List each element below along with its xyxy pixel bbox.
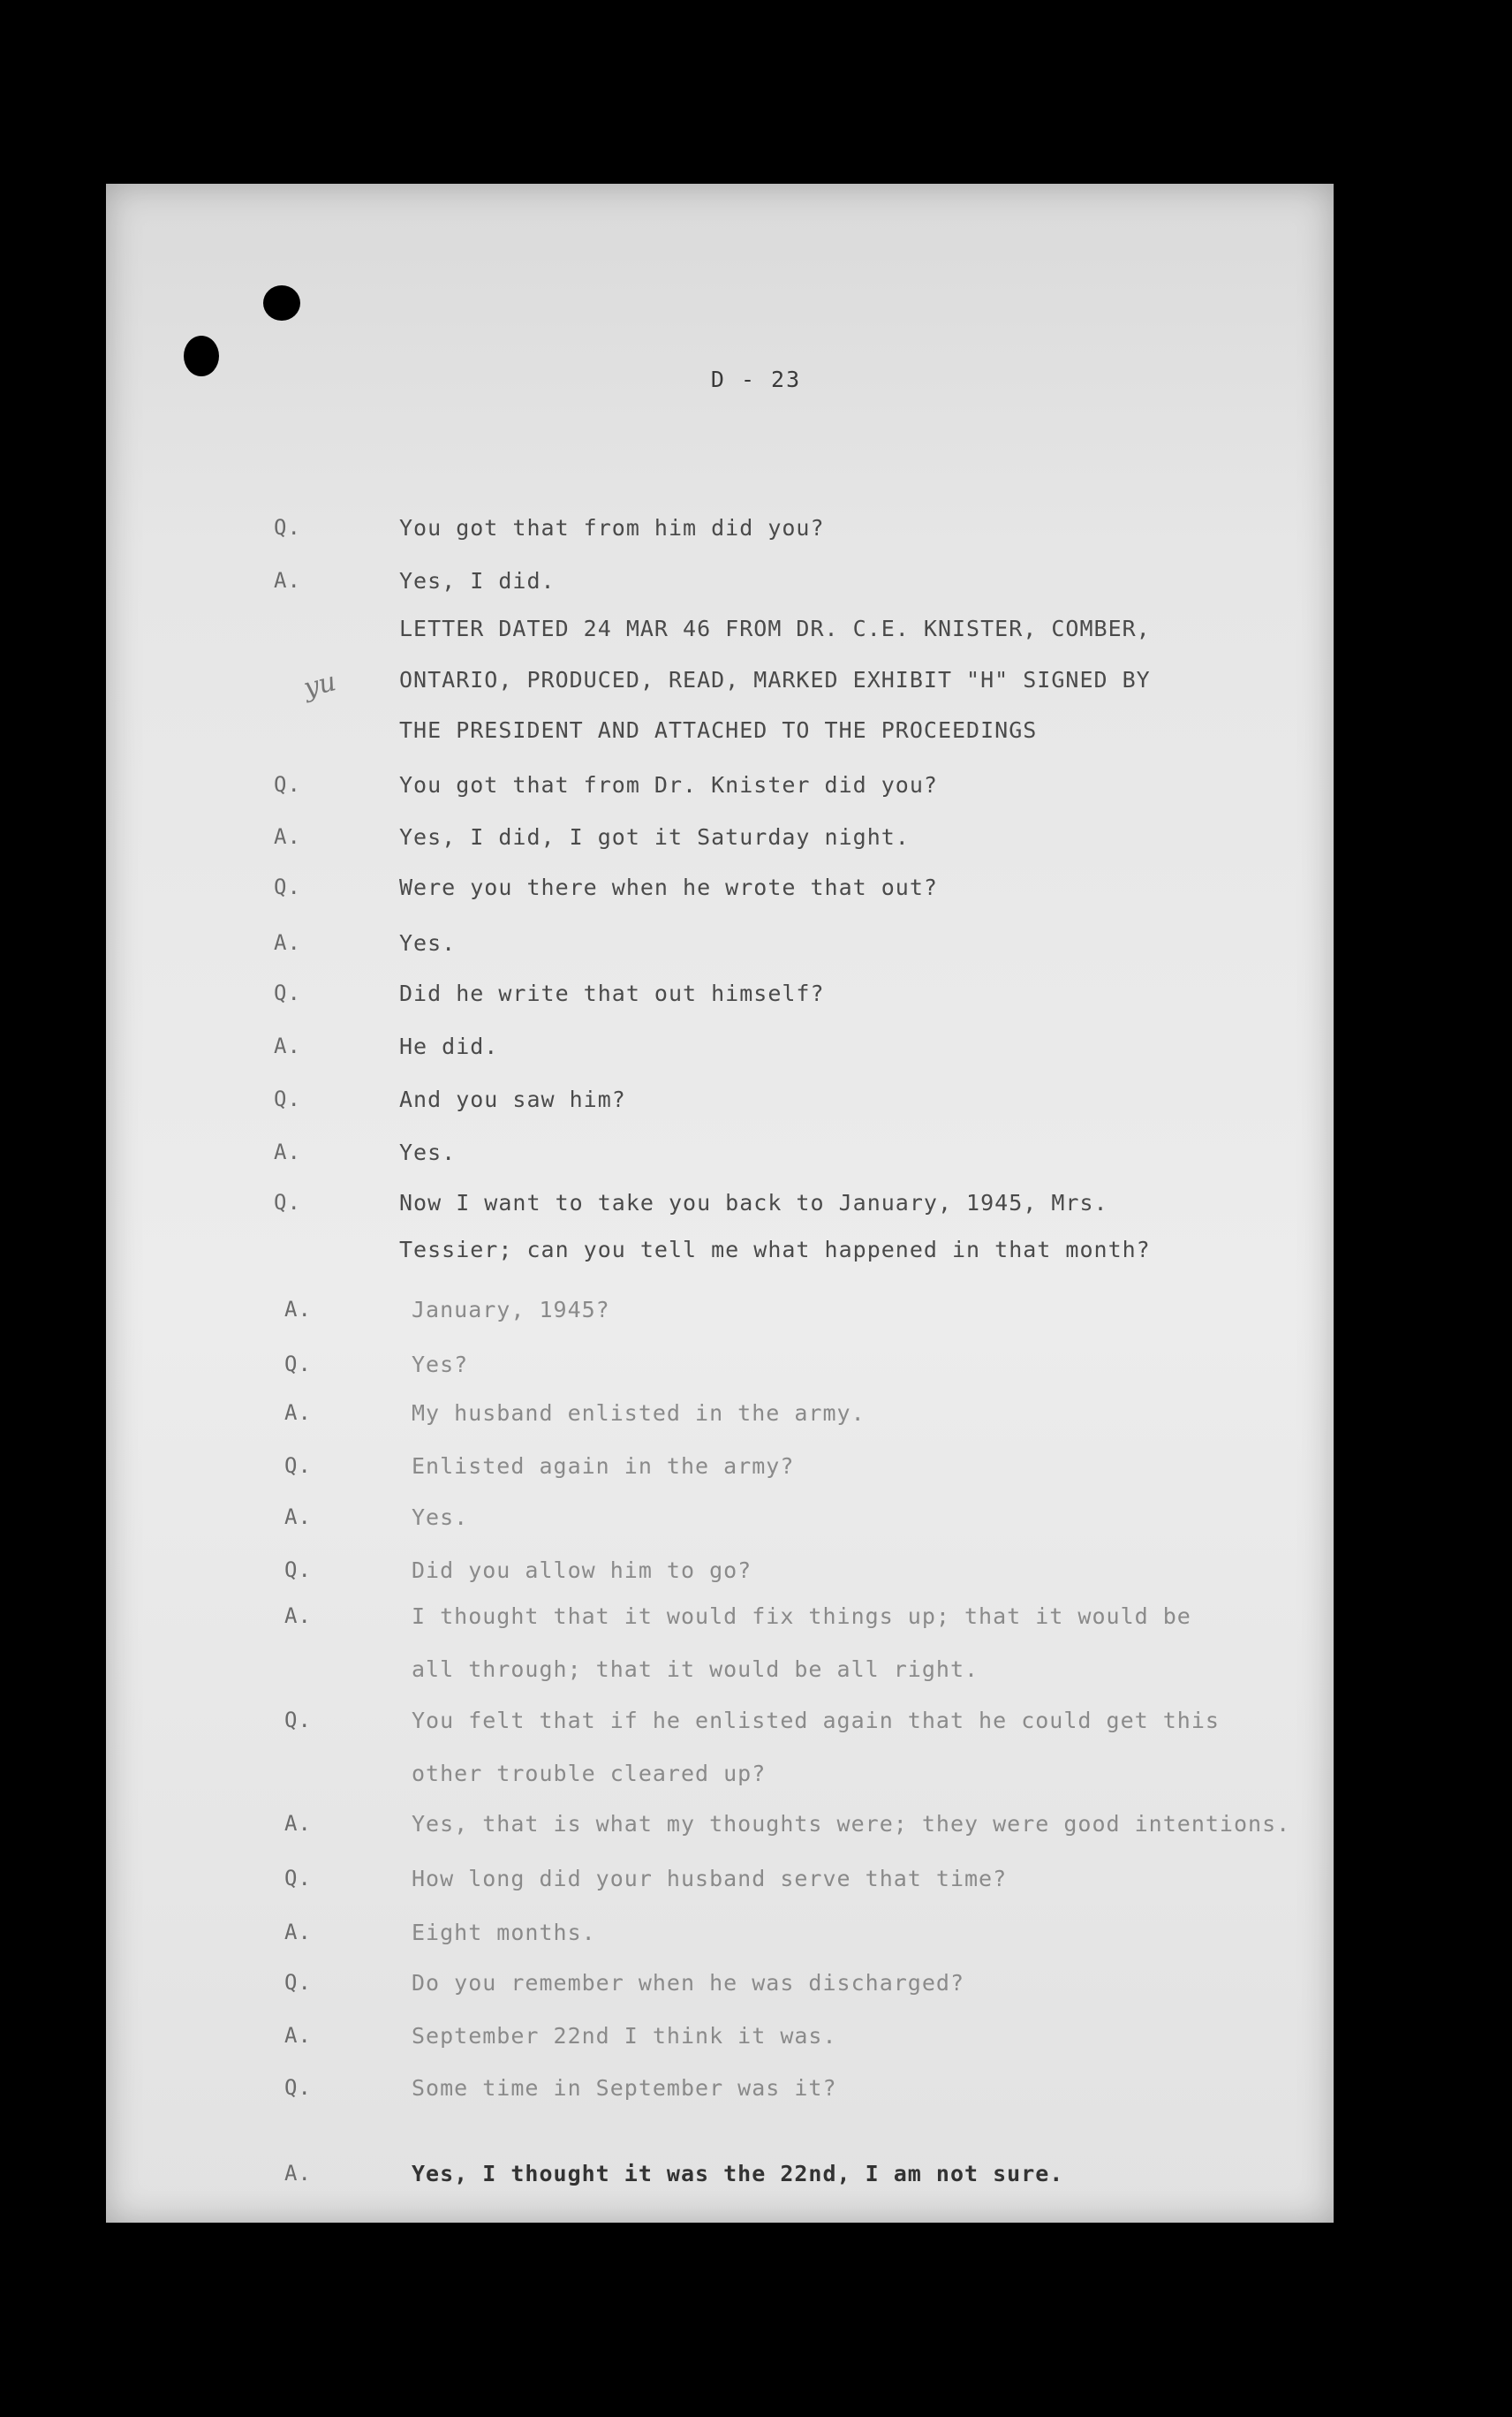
speaker-label: Q. (274, 875, 301, 899)
speaker-label: A. (284, 2023, 312, 2048)
transcript-text: Eight months. (412, 1920, 596, 1945)
transcript-text: Yes. (412, 1504, 469, 1530)
transcript-text: You got that from him did you? (399, 515, 825, 541)
transcript-text: Do you remember when he was discharged? (412, 1970, 964, 1996)
speaker-label: Q. (284, 1970, 312, 1995)
speaker-label: Q. (274, 772, 301, 797)
transcript-text: Were you there when he wrote that out? (399, 875, 938, 900)
speaker-label: A. (284, 1297, 312, 1322)
speaker-label: Q. (284, 1557, 312, 1582)
transcript-text: And you saw him? (399, 1087, 626, 1112)
transcript-text: January, 1945? (412, 1297, 610, 1322)
transcript-text: Yes. (399, 1140, 457, 1165)
speaker-label: Q. (274, 1190, 301, 1215)
page-number: D - 23 (710, 367, 802, 392)
speaker-label: A. (284, 2161, 312, 2186)
transcript-text: September 22nd I think it was. (412, 2023, 837, 2049)
speaker-label: A. (274, 1140, 301, 1164)
speaker-label: Q. (274, 1087, 301, 1111)
transcript-text: Yes, that is what my thoughts were; they were good intentions. (412, 1811, 1291, 1837)
speaker-label: Q. (274, 981, 301, 1005)
speaker-label: A. (274, 1034, 301, 1058)
transcript-text: My husband enlisted in the army. (412, 1400, 866, 1426)
speaker-label: A. (284, 1920, 312, 1944)
speaker-label: A. (284, 1400, 312, 1425)
speaker-label: A. (274, 824, 301, 849)
speaker-label: Q. (284, 1708, 312, 1732)
transcript-text: Yes, I did, I got it Saturday night. (399, 824, 910, 850)
speaker-label: A. (274, 930, 301, 955)
transcript-text: Yes, I did. (399, 568, 556, 594)
transcript-text: Yes, I thought it was the 22nd, I am not sure. (412, 2161, 1064, 2186)
transcript-text: Yes? (412, 1352, 469, 1377)
transcript-text: other trouble cleared up? (412, 1761, 767, 1786)
speaker-label: Q. (284, 1866, 312, 1890)
handwritten-initials: yu (300, 666, 339, 704)
speaker-label: A. (284, 1504, 312, 1529)
transcript-text: He did. (399, 1034, 499, 1059)
transcript-text: Some time in September was it? (412, 2075, 837, 2101)
transcript-text: I thought that it would fix things up; that it would be (412, 1603, 1191, 1629)
speaker-label: Q. (274, 515, 301, 540)
transcript-text: Tessier; can you tell me what happened in that month? (399, 1237, 1151, 1262)
transcript-text: Enlisted again in the army? (412, 1453, 795, 1479)
speaker-label: Q. (284, 2075, 312, 2100)
transcript-text: Did he write that out himself? (399, 981, 825, 1006)
transcript-text: ONTARIO, PRODUCED, READ, MARKED EXHIBIT "H" SIGNED BY (399, 667, 1151, 693)
transcript-text: You felt that if he enlisted again that he could get this (412, 1708, 1220, 1733)
speaker-label: A. (284, 1811, 312, 1836)
transcript-text: all through; that it would be all right. (412, 1656, 979, 1682)
speaker-label: A. (284, 1603, 312, 1628)
speaker-label: Q. (284, 1352, 312, 1376)
speaker-label: Q. (284, 1453, 312, 1478)
transcript-text: Did you allow him to go? (412, 1557, 752, 1583)
speaker-label: A. (274, 568, 301, 593)
transcript-text: THE PRESIDENT AND ATTACHED TO THE PROCEEDINGS (399, 717, 1038, 743)
transcript-text: Now I want to take you back to January, 1945, Mrs. (399, 1190, 1108, 1216)
transcript-text: LETTER DATED 24 MAR 46 FROM DR. C.E. KNISTER, COMBER, (399, 616, 1151, 641)
transcript-text: You got that from Dr. Knister did you? (399, 772, 938, 798)
transcript-text: Yes. (399, 930, 457, 956)
transcript-text: How long did your husband serve that time? (412, 1866, 1008, 1891)
